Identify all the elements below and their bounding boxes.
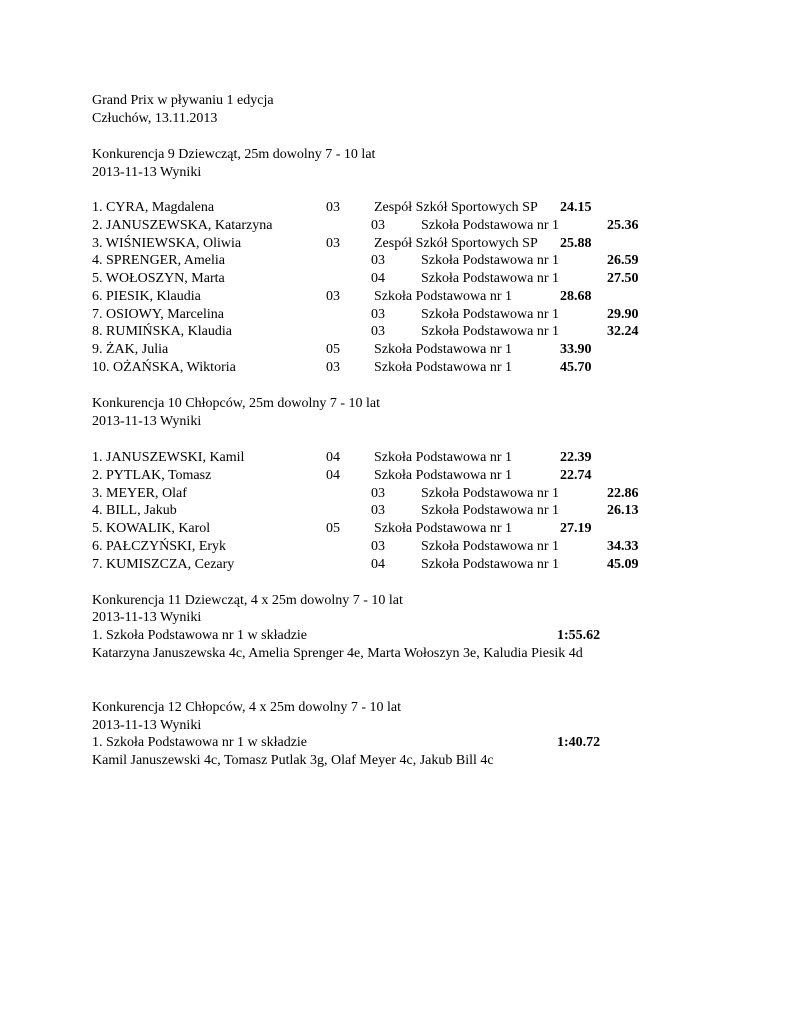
swimmer-name: 1. JANUSZEWSKI, Kamil [92,450,245,465]
result-row [0,217,791,235]
relay-time: 1:55.62 [557,628,601,643]
result-time: 28.68 [560,289,592,304]
swimmer-name: 8. RUMIŃSKA, Klaudia [92,324,232,339]
school-name: Zespół Szkół Sportowych SP [374,236,538,251]
school-name: Szkoła Podstawowa nr 1 [421,218,560,233]
birth-year: 03 [371,503,385,518]
event-title: Konkurencja 11 Dziewcząt, 4 x 25m dowolny 7 - 10 lat [92,593,403,608]
birth-year: 03 [371,218,385,233]
result-row [0,341,791,359]
birth-year: 03 [371,253,385,268]
results-label: 2013-11-13 Wyniki [92,718,202,733]
birth-year: 03 [371,539,385,554]
school-name: Szkoła Podstawowa nr 1 [421,324,560,339]
result-time: 34.33 [607,539,639,554]
swimmer-name: 5. WOŁOSZYN, Marta [92,271,225,286]
birth-year: 04 [371,557,385,572]
result-row [0,199,791,217]
relay-result-row [0,734,791,752]
result-time: 27.19 [560,521,592,536]
swimmer-name: 4. SPRENGER, Amelia [92,253,226,268]
birth-year: 03 [371,307,385,322]
result-time: 22.74 [560,468,592,483]
result-time: 26.13 [607,503,639,518]
swimmer-name: 1. CYRA, Magdalena [92,200,215,215]
result-row [0,306,791,324]
birth-year: 03 [326,236,340,251]
school-name: Zespół Szkół Sportowych SP [374,200,538,215]
school-name: Szkoła Podstawowa nr 1 [374,289,513,304]
school-name: Szkoła Podstawowa nr 1 [421,307,560,322]
results-label: 2013-11-13 Wyniki [92,414,202,429]
result-time: 22.86 [607,486,639,501]
document-title: Grand Prix w pływaniu 1 edycja [92,93,274,108]
swimmer-name: 7. KUMISZCZA, Cezary [92,557,235,572]
school-name: Szkoła Podstawowa nr 1 [421,271,560,286]
result-time: 45.70 [560,360,592,375]
relay-team: 1. Szkoła Podstawowa nr 1 w składzie [92,628,308,643]
school-name: Szkoła Podstawowa nr 1 [374,468,513,483]
results-label: 2013-11-13 Wyniki [92,610,202,625]
result-row [0,485,791,503]
swimmer-name: 6. PAŁCZYŃSKI, Eryk [92,539,227,554]
relay-members: Katarzyna Januszewska 4c, Amelia Sprenger 4e, Marta Wołoszyn 3e, Kaludia Piesik 4d [92,646,583,661]
result-time: 29.90 [607,307,639,322]
result-row [0,467,791,485]
birth-year: 03 [371,324,385,339]
school-name: Szkoła Podstawowa nr 1 [374,342,513,357]
swimmer-name: 2. PYTLAK, Tomasz [92,468,212,483]
result-time: 26.59 [607,253,639,268]
birth-year: 03 [326,289,340,304]
school-name: Szkoła Podstawowa nr 1 [421,253,560,268]
relay-team: 1. Szkoła Podstawowa nr 1 w składzie [92,735,308,750]
result-time: 24.15 [560,200,592,215]
relay-result-row [0,627,791,645]
event-title: Konkurencja 9 Dziewcząt, 25m dowolny 7 - 10 lat [92,147,376,162]
result-row [0,556,791,574]
result-time: 25.36 [607,218,639,233]
result-row [0,235,791,253]
result-row [0,252,791,270]
result-row [0,359,791,377]
result-time: 32.24 [607,324,639,339]
result-row [0,502,791,520]
school-name: Szkoła Podstawowa nr 1 [374,450,513,465]
school-name: Szkoła Podstawowa nr 1 [374,360,513,375]
result-time: 22.39 [560,450,592,465]
place-date: Człuchów, 13.11.2013 [92,111,218,126]
swimmer-name: 9. ŻAK, Julia [92,342,169,357]
school-name: Szkoła Podstawowa nr 1 [374,521,513,536]
result-time: 45.09 [607,557,639,572]
birth-year: 03 [326,360,340,375]
swimmer-name: 10. OŻAŃSKA, Wiktoria [92,360,236,375]
school-name: Szkoła Podstawowa nr 1 [421,539,560,554]
result-row [0,449,791,467]
results-label: 2013-11-13 Wyniki [92,165,202,180]
result-row [0,288,791,306]
relay-members: Kamil Januszewski 4c, Tomasz Putlak 3g, Olaf Meyer 4c, Jakub Bill 4c [92,753,494,768]
swimmer-name: 4. BILL, Jakub [92,503,177,518]
result-row [0,538,791,556]
birth-year: 04 [371,271,385,286]
birth-year: 05 [326,342,340,357]
relay-time: 1:40.72 [557,735,601,750]
result-time: 33.90 [560,342,592,357]
birth-year: 04 [326,450,340,465]
swimmer-name: 6. PIESIK, Klaudia [92,289,201,304]
swimmer-name: 7. OSIOWY, Marcelina [92,307,224,322]
swimmer-name: 2. JANUSZEWSKA, Katarzyna [92,218,273,233]
result-time: 25.88 [560,236,592,251]
birth-year: 04 [326,468,340,483]
result-row [0,270,791,288]
event-title: Konkurencja 10 Chłopców, 25m dowolny 7 - 10 lat [92,396,380,411]
swimmer-name: 3. WIŚNIEWSKA, Oliwia [92,236,242,251]
birth-year: 03 [371,486,385,501]
birth-year: 05 [326,521,340,536]
result-row [0,520,791,538]
school-name: Szkoła Podstawowa nr 1 [421,557,560,572]
birth-year: 03 [326,200,340,215]
swimmer-name: 3. MEYER, Olaf [92,486,187,501]
result-time: 27.50 [607,271,639,286]
result-row [0,323,791,341]
swimmer-name: 5. KOWALIK, Karol [92,521,211,536]
event-title: Konkurencja 12 Chłopców, 4 x 25m dowolny 7 - 10 lat [92,700,401,715]
school-name: Szkoła Podstawowa nr 1 [421,503,560,518]
school-name: Szkoła Podstawowa nr 1 [421,486,560,501]
